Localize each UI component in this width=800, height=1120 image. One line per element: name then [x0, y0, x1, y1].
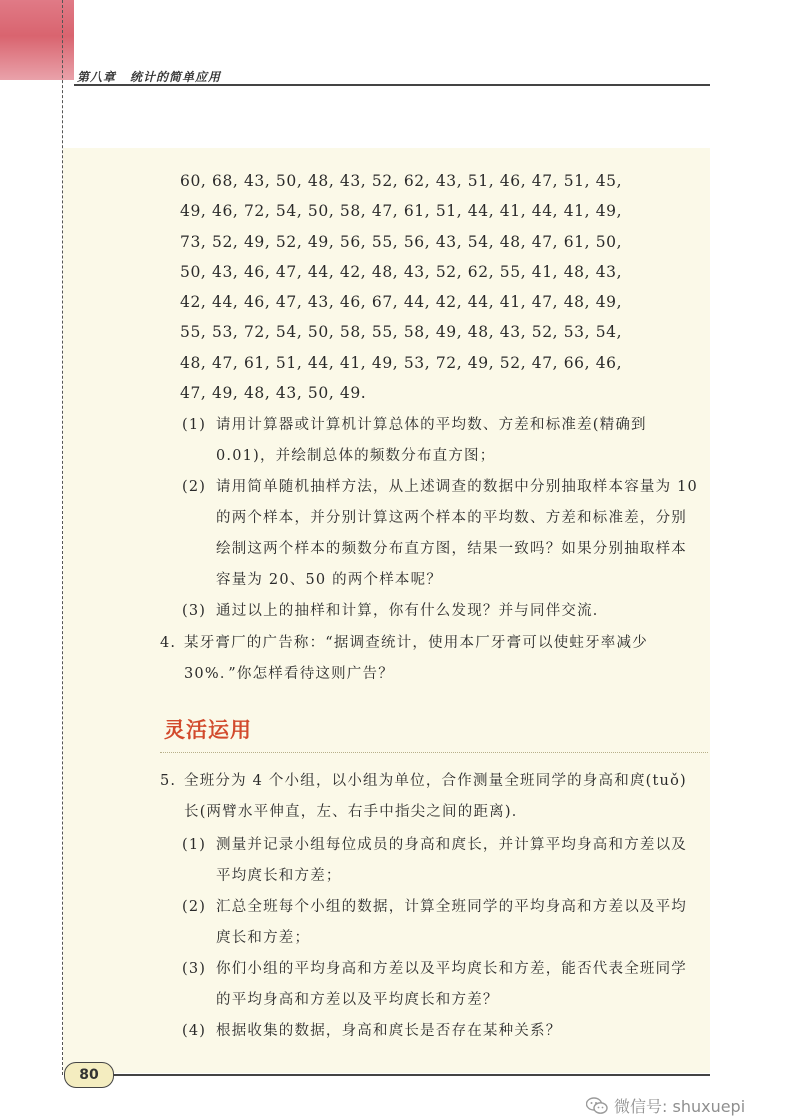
q3-sub1 — [182, 410, 702, 472]
q3-sub2 — [182, 472, 702, 596]
q3-sub3-number: (3) — [182, 603, 207, 619]
data-line: 73, 52, 49, 52, 49, 56, 55, 56, 43, 54, 48, 47, 61, 50, — [180, 232, 623, 251]
q3-sub1-number: (1) — [182, 417, 207, 433]
q5-sub3-number: (3) — [182, 961, 207, 977]
footer-rule — [102, 1074, 710, 1076]
q5-sub1 — [182, 830, 702, 892]
data-line: 60, 68, 43, 50, 48, 43, 52, 62, 43, 51, 46, 47, 51, 45, — [180, 172, 623, 190]
problem-4 — [160, 628, 700, 690]
q3-sub3 — [182, 596, 702, 627]
problem-5-number: 5. — [160, 773, 177, 789]
problem-4-number: 4. — [160, 635, 177, 651]
data-line: 55, 53, 72, 54, 50, 58, 55, 58, 49, 48, 43, 52, 53, 54, — [180, 323, 623, 342]
header-rule — [74, 84, 710, 86]
q5-sub2 — [182, 892, 702, 954]
data-line: 42, 44, 46, 47, 43, 46, 67, 44, 42, 44, 41, 47, 48, 49, — [180, 293, 623, 312]
data-line: 48, 47, 61, 51, 44, 41, 49, 53, 72, 49, 52, 47, 66, 46, — [180, 353, 623, 372]
page-number-badge: 80 — [64, 1062, 114, 1088]
q5-sub4-number: (4) — [182, 1023, 207, 1039]
q5-sub1-number: (1) — [182, 837, 207, 853]
q5-sub4 — [182, 1016, 702, 1047]
q5-sub2-text: 汇总全班每个小组的数据，计算全班同学的平均身高和方差以及平均庹长和方差； — [216, 899, 687, 946]
q3-sub1-text: 请用计算器或计算机计算总体的平均数、方差和标准差(精确到 0.01)，并绘制总体的频数分布直方图； — [216, 417, 647, 464]
problem-4-text: 某牙膏厂的广告称：“据调查统计，使用本厂牙膏可以使蛀牙率减少 30%．”你怎样看待这则广告？ — [184, 635, 648, 682]
q3-sub2-number: (2) — [182, 479, 207, 495]
watermark — [586, 1094, 745, 1117]
data-line: 49, 46, 72, 54, 50, 58, 47, 61, 51, 44, 41, 44, 41, 49, — [180, 202, 623, 221]
q3-sub3-text: 通过以上的抽样和计算，你有什么发现？并与同伴交流． — [216, 603, 609, 619]
q5-sub1-text: 测量并记录小组每位成员的身高和庹长，并计算平均身高和方差以及平均庹长和方差； — [216, 837, 687, 884]
wechat-icon — [586, 1097, 608, 1115]
problem-5 — [160, 766, 700, 828]
chapter-title: 统计的简单应用 — [130, 70, 222, 84]
data-line: 47, 49, 48, 43, 50, 49. — [180, 384, 367, 403]
running-header — [77, 68, 221, 85]
q5-sub3-text: 你们小组的平均身高和方差以及平均庹长和方差，能否代表全班同学的平均身高和方差以及平均庹长和方差？ — [216, 961, 687, 1008]
section-heading: 灵活运用 — [164, 718, 252, 742]
q3-sub2-text: 请用简单随机抽样方法，从上述调查的数据中分别抽取样本容量为 10 的两个样本，并分别计算这两个样本的平均数、方差和标准差，分别绘制这两个样本的频数分布直方图，结果一致吗？如果分别抽取样本容量为 20、50 的两个样本呢？ — [216, 479, 698, 588]
chapter-label: 第八章 — [77, 70, 117, 84]
section-rule — [160, 752, 708, 753]
survey-data-block — [180, 166, 690, 408]
q5-sub3 — [182, 954, 702, 1016]
q5-sub4-text: 根据收集的数据，身高和庹长是否存在某种关系？ — [216, 1023, 562, 1039]
problem-5-text: 全班分为 4 个小组，以小组为单位，合作测量全班同学的身高和庹(tuǒ)长(两臂水平伸直，左、右手中指尖之间的距离)． — [184, 773, 687, 820]
watermark-text: 微信号: shuxuepi — [614, 1097, 746, 1116]
data-line: 50, 43, 46, 47, 44, 42, 48, 43, 52, 62, 55, 41, 48, 43, — [180, 262, 623, 281]
q5-sub2-number: (2) — [182, 899, 207, 915]
